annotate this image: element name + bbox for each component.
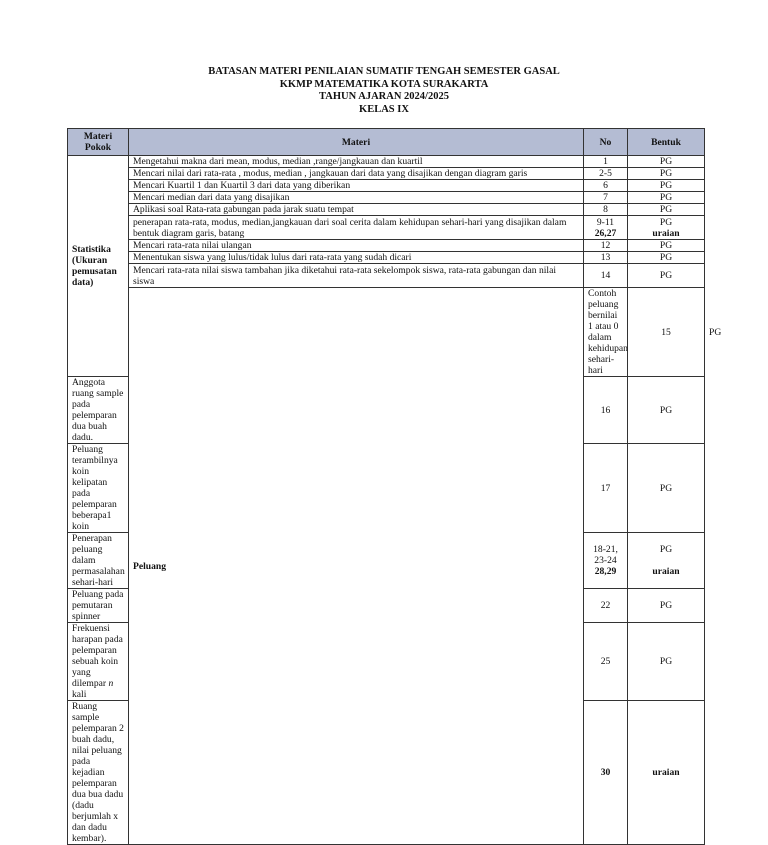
document-title <box>0 66 768 116</box>
materi-cell: Mencari median dari data yang disajikan <box>129 192 584 204</box>
materi-text: Frekuensi harapan pada pelemparan sebuah koin yang dilempar <box>72 623 123 689</box>
table-row: Peluang Contoh peluang bernilai 1 atau 0 dalam kehidupan sehari-hari 15 PG <box>68 288 705 377</box>
table-row <box>68 240 705 252</box>
topic-cell-statistika: Statistika (Ukuran pemusatan data) <box>68 156 129 377</box>
bentuk-cell: PG <box>628 589 705 623</box>
no-cell: 8 <box>584 204 628 216</box>
bentuk-cell: PG <box>628 240 705 252</box>
materi-cell: Ruang sample pelemparan 2 buah dadu, nilai peluang pada kejadian pelemparan dua bua dadu (dadu berjumlah x dan dadu kembar). <box>68 701 129 845</box>
no-cell: 6 <box>584 180 628 192</box>
no-cell: 1 <box>584 156 628 168</box>
materi-cell: Mencari rata-rata nilai ulangan <box>129 240 584 252</box>
materi-cell <box>68 623 129 701</box>
bentuk-cell: uraian <box>628 701 705 845</box>
bentuk-cell: PG <box>628 444 705 533</box>
no-cell: 30 <box>584 701 628 845</box>
bentuk-cell: PG <box>628 623 705 701</box>
no-cell: 7 <box>584 192 628 204</box>
table-row <box>68 204 705 216</box>
no-cell: 16 <box>584 377 628 444</box>
table-row <box>68 264 705 288</box>
no-cell: 13 <box>584 252 628 264</box>
no-cell: 25 <box>584 623 628 701</box>
no-cell <box>584 216 628 240</box>
table-row <box>68 156 705 168</box>
no-cell: 12 <box>584 240 628 252</box>
header-materi: Materi <box>129 129 584 156</box>
table-header-row <box>68 129 705 156</box>
no-cell: 14 <box>584 264 628 288</box>
title-line-2: KKMP MATEMATIKA KOTA SURAKARTA <box>279 78 489 90</box>
materi-cell: Peluang terambilnya koin kelipatan pada pelemparan beberapa1 koin <box>68 444 129 533</box>
no-cell: 2-5 <box>584 168 628 180</box>
no-cell: 15 <box>628 288 705 377</box>
bentuk-cell: PG <box>628 204 705 216</box>
table-row <box>68 180 705 192</box>
no-line: 28,29 <box>594 566 617 577</box>
bentuk-cell: PG <box>628 156 705 168</box>
header-materi-pokok: Materi Pokok <box>68 129 129 156</box>
materi-cell: Menentukan siswa yang lulus/tidak lulus dari rata-rata yang sudah dicari <box>129 252 584 264</box>
no-line: 9-11 <box>596 216 615 228</box>
bentuk-cell: PG <box>628 252 705 264</box>
no-cell: 17 <box>584 444 628 533</box>
bentuk-cell: PG <box>628 192 705 204</box>
bentuk-line-spacer <box>632 555 700 566</box>
table-row <box>68 192 705 204</box>
bentuk-cell: PG <box>628 180 705 192</box>
bentuk-cell: PG <box>628 168 705 180</box>
materi-cell: Mengetahui makna dari mean, modus, median ,range/jangkauan dan kuartil <box>129 156 584 168</box>
bentuk-cell <box>628 216 705 240</box>
materi-cell: Anggota ruang sample pada pelemparan dua buah dadu. <box>68 377 129 444</box>
materi-cell: Mencari Kuartil 1 dan Kuartil 3 dari data yang diberikan <box>129 180 584 192</box>
title-line-1: BATASAN MATERI PENILAIAN SUMATIF TENGAH SEMESTER GASAL <box>208 66 560 77</box>
materi-italic: n <box>108 678 114 689</box>
no-line: 23-24 <box>594 555 617 566</box>
table-row <box>68 168 705 180</box>
no-cell: 22 <box>584 589 628 623</box>
bentuk-line: PG <box>659 216 673 228</box>
materi-cell: Penerapan peluang dalam permasalahan sehari-hari <box>68 533 129 589</box>
materi-cell: Contoh peluang bernilai 1 atau 0 dalam kehidupan sehari-hari <box>584 288 628 377</box>
header-no: No <box>584 129 628 156</box>
table-row <box>68 216 705 240</box>
bentuk-line: uraian <box>652 566 680 577</box>
title-line-3: TAHUN AJARAN 2024/2025 <box>319 91 449 102</box>
bentuk-line: PG <box>659 544 673 555</box>
topic-cell-peluang: Peluang <box>129 288 584 845</box>
no-line: 18-21, <box>593 544 618 555</box>
no-line: 26,27 <box>594 227 617 239</box>
bentuk-cell: PG <box>628 377 705 444</box>
bentuk-line: uraian <box>652 227 680 239</box>
materi-cell: penerapan rata-rata, modus, median,jangkauan dari soal cerita dalam kehidupan sehari-hari yang disajikan dalam bentuk diagram garis, batang <box>129 216 584 240</box>
materi-table <box>67 128 722 845</box>
header-bentuk: Bentuk <box>628 129 705 156</box>
materi-cell: Aplikasi soal Rata-rata gabungan pada jarak suatu tempat <box>129 204 584 216</box>
no-cell <box>584 533 628 589</box>
bentuk-cell: PG <box>628 264 705 288</box>
table-row <box>68 252 705 264</box>
title-line-4: KELAS IX <box>359 103 409 115</box>
materi-cell: Peluang pada pemutaran spinner <box>68 589 129 623</box>
materi-cell: Mencari nilai dari rata-rata , modus, median , jangkauan dari data yang disajikan dengan diagram garis <box>129 168 584 180</box>
materi-text: kali <box>72 689 87 700</box>
bentuk-cell <box>628 533 705 589</box>
materi-cell: Mencari rata-rata nilai siswa tambahan jika diketahui rata-rata sekelompok siswa, rata-rata gabungan dan nilai siswa <box>129 264 584 288</box>
